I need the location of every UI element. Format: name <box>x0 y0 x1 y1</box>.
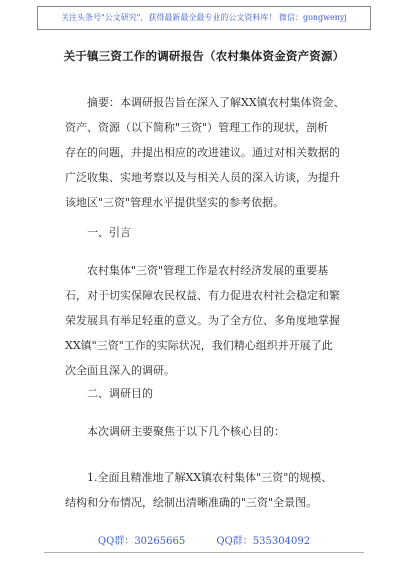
footer-divider <box>44 552 364 553</box>
footer-qq-group-2: QQ群：535304092 <box>216 536 311 547</box>
intro-line: 石，对于切实保障农民权益、有力促进农村社会稳定和繁 <box>65 289 340 302</box>
purpose-item-line: 结构和分布情况，绘制出清晰准确的"三资"全景图。 <box>65 496 318 509</box>
purpose-intro-line: 本次调研主要聚焦于以下几个核心目的： <box>87 425 285 438</box>
intro-paragraph <box>65 258 355 383</box>
intro-line: 农村集体"三资"管理工作是农村经济发展的重要基 <box>87 264 329 277</box>
intro-line: 荣发展具有举足轻重的意义。为了全方位、多角度地掌握 <box>65 314 340 327</box>
intro-line: XX镇"三资"工作的实际状况，我们精心组织并开展了此 <box>65 339 333 352</box>
purpose-item-line: 1.全面且精准地了解XX镇农村集体"三资"的规模、 <box>87 471 333 484</box>
intro-line: 次全面且深入的调研。 <box>65 364 175 377</box>
abstract-line: 资产、资源（以下简称"三资"）管理工作的现状，剖析 <box>65 121 329 134</box>
abstract-line: 该地区"三资"管理水平提供坚实的参考依据。 <box>65 196 285 209</box>
purpose-item-1 <box>65 465 355 515</box>
footer-qq-group-1: QQ群：30265665 <box>97 536 186 547</box>
abstract-line: 广泛收集、实地考察以及与相关人员的深入访谈，为提升 <box>65 171 340 184</box>
footer <box>0 532 408 547</box>
section-heading-purpose: 二、调研目的 <box>87 387 153 400</box>
header-banner: 关注头条号"公文研究"，获得最新最全最专业的公文资料库！ 微信：gongwenyj <box>37 6 371 30</box>
purpose-intro <box>65 419 355 444</box>
section-heading-intro: 一、引言 <box>87 226 131 239</box>
abstract-paragraph <box>65 90 355 215</box>
abstract-line: 摘要：本调研报告旨在深入了解XX镇农村集体资金、 <box>87 96 345 109</box>
document-title: 关于镇三资工作的调研报告（农村集体资金资产资源） <box>63 49 345 63</box>
abstract-line: 存在的问题，并提出相应的改进建议。通过对相关数据的 <box>65 146 340 159</box>
